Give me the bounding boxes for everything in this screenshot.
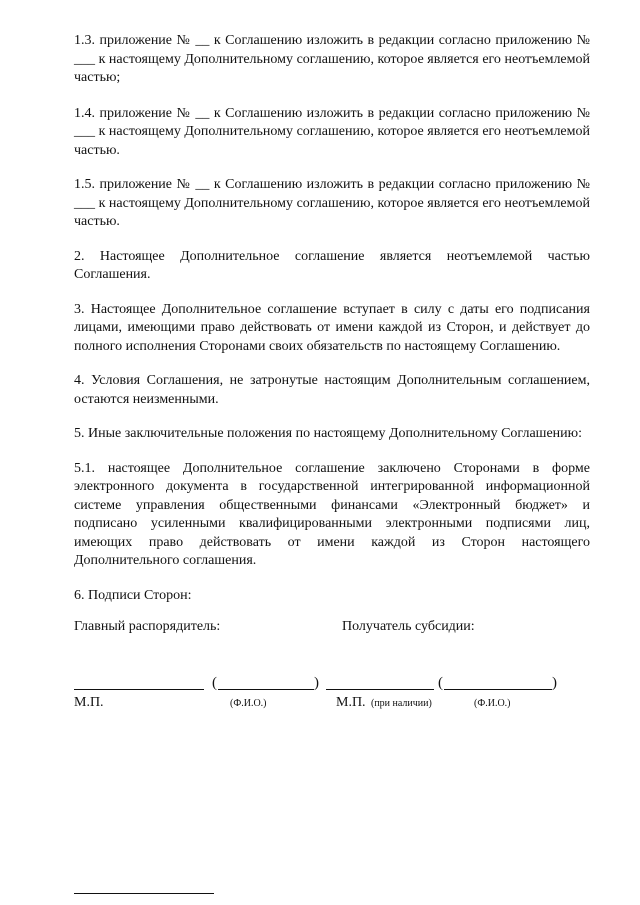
- right-party-label: Получатель субсидии:: [342, 618, 475, 634]
- clause-5-1: 5.1. настоящее Дополнительное соглашение заключено Сторонами в форме электронного документа в государственной интегрированной информационной системе управления общественными финансами «Электронный бюджет» и подписано усиленными квалифицированными электронными подписями лиц, имеющих право действовать от имени каждой из Сторон настоящего Дополнительного соглашения.: [74, 460, 590, 568]
- left-signature-line: [74, 675, 204, 690]
- right-stamp-label: М.П.: [336, 694, 366, 710]
- document-page: [74, 32, 590, 715]
- signature-block: [74, 675, 590, 715]
- clause-1-5: 1.5. приложение № __ к Соглашению изложить в редакции согласно приложению № ___ к настоящему Дополнительному соглашению, которое является его неотъемлемой частью.: [74, 177, 590, 229]
- left-fio-close-paren: ): [314, 674, 319, 691]
- clause-1-4: 1.4. приложение № __ к Соглашению изложить в редакции согласно приложению № ___ к настоящему Дополнительному соглашению, которое является его неотъемлемой частью.: [74, 105, 590, 158]
- clause-3: 3. Настоящее Дополнительное соглашение вступает в силу с даты его подписания лицами, имеющими право действовать от имени каждой из Сторон, и действует до полного исполнения Сторонами своих обязательств по настоящему Соглашению.: [74, 301, 590, 354]
- left-fio-line: [218, 675, 314, 690]
- signatures-title: 6. Подписи Сторон:: [74, 587, 192, 603]
- clause-4: 4. Условия Соглашения, не затронутые настоящим Дополнительным соглашением, остаются неизменными.: [74, 373, 590, 407]
- left-stamp-label: М.П.: [74, 694, 104, 710]
- right-fio-open-paren: (: [438, 674, 443, 691]
- left-party-label: Главный распорядитель:: [74, 618, 221, 634]
- right-stamp-note: (при наличии): [371, 697, 432, 709]
- footnote-separator: [74, 893, 214, 894]
- left-fio-open-paren: (: [212, 674, 217, 691]
- clause-1-3: 1.3. приложение № __ к Соглашению изложить в редакции согласно приложению № ___ к настоящему Дополнительному соглашению, которое является его неотъемлемой частью;: [74, 33, 590, 85]
- signature-parties: [74, 619, 590, 639]
- clause-2: 2. Настоящее Дополнительное соглашение является неотъемлемой частью Соглашения.: [74, 248, 590, 282]
- right-fio-line: [444, 675, 552, 690]
- left-fio-caption: (Ф.И.О.): [230, 697, 267, 709]
- right-fio-caption: (Ф.И.О.): [474, 697, 511, 709]
- clause-5: 5. Иные заключительные положения по настоящему Дополнительному Соглашению:: [74, 426, 582, 441]
- right-fio-close-paren: ): [552, 674, 557, 691]
- right-signature-line: [326, 675, 434, 690]
